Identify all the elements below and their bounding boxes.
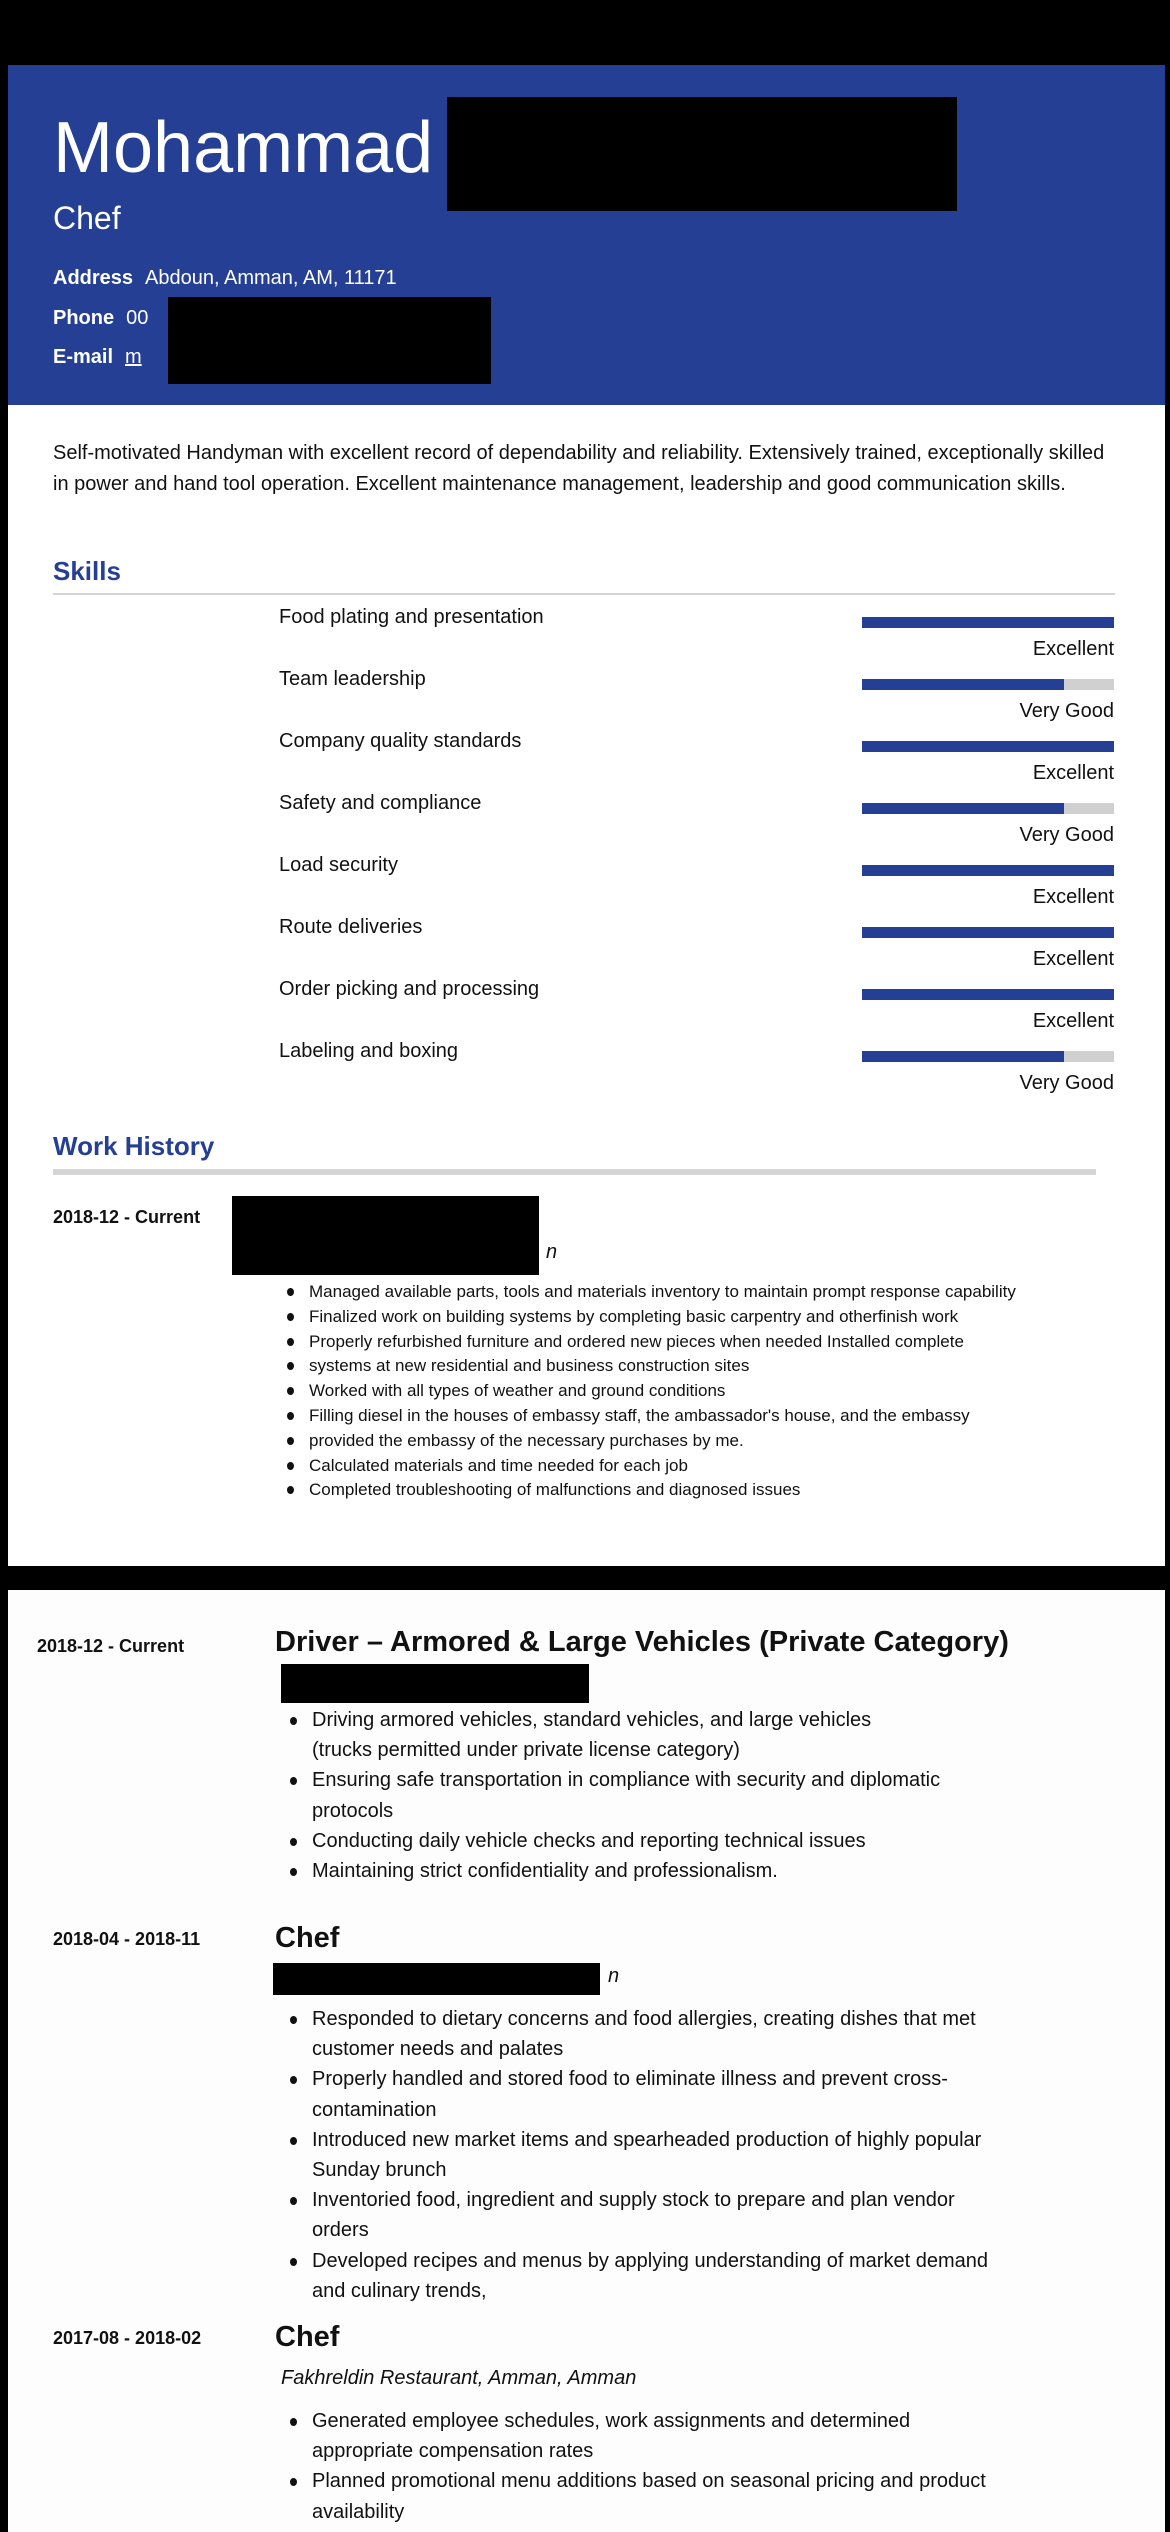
skill-level-bar xyxy=(862,1051,1114,1062)
skill-name: Team leadership xyxy=(279,668,426,690)
list-item xyxy=(290,1765,940,1825)
job-bullets xyxy=(290,2406,986,2527)
skill-level-fill xyxy=(862,741,1114,752)
skill-name: Order picking and processing xyxy=(279,978,540,1000)
contact-address xyxy=(53,268,397,288)
email-link[interactable]: m xyxy=(125,346,142,368)
skill-level-label: Excellent xyxy=(1032,638,1114,660)
bullet-line: Generated employee schedules, work assignments and determined xyxy=(312,2410,911,2432)
bullet-line: Conducting daily vehicle checks and reporting technical issues xyxy=(312,1829,866,1852)
redaction-contact xyxy=(168,297,491,384)
bullet-line: Inventoried food, ingredient and supply stock to prepare and plan vendor xyxy=(312,2189,955,2212)
skill-level-label: Excellent xyxy=(1032,762,1114,784)
bullet-line: appropriate compensation rates xyxy=(312,2440,594,2463)
skill-level-bar xyxy=(862,741,1114,752)
bullet-line: provided the embassy of the necessary purchases by me. xyxy=(309,1430,744,1450)
job-bullets xyxy=(287,1280,1016,1503)
work-history-heading: Work History xyxy=(53,1131,215,1161)
job-date: 2018-12 - Current xyxy=(37,1636,185,1656)
contact-value: Abdoun, Amman, AM, 11171 xyxy=(145,267,397,289)
skill-level-label: Very Good xyxy=(1019,824,1114,846)
bullet-line: customer needs and palates xyxy=(312,2038,564,2061)
list-item xyxy=(290,1705,940,1765)
list-item xyxy=(290,2064,988,2124)
list-item xyxy=(290,1826,940,1856)
skill-level-bar xyxy=(862,617,1114,628)
list-item xyxy=(287,1305,1016,1330)
bullet-line: Properly handled and stored food to eliminate illness and prevent cross- xyxy=(312,2068,948,2091)
job-bullets xyxy=(290,1705,940,1886)
bullet-line: Driving armored vehicles, standard vehicles, and large vehicles xyxy=(312,1709,872,1731)
bullet-line: availability xyxy=(312,2500,405,2523)
bullet-line: Filling diesel in the houses of embassy staff, the ambassador's house, and the embassy xyxy=(309,1405,970,1425)
skill-level-label: Excellent xyxy=(1032,1010,1114,1032)
list-item xyxy=(287,1330,1016,1355)
job-title: Chef xyxy=(275,2321,340,2353)
list-item xyxy=(290,2125,988,2185)
contact-label: Address xyxy=(53,267,134,289)
list-item xyxy=(287,1280,1016,1305)
list-item xyxy=(287,1354,1016,1379)
skill-name: Labeling and boxing xyxy=(279,1040,459,1062)
skill-level-fill xyxy=(862,1051,1064,1062)
candidate-name: Mohammad xyxy=(53,108,434,188)
skills-heading: Skills xyxy=(53,556,121,586)
skills-divider xyxy=(53,593,1115,595)
list-item xyxy=(287,1478,1016,1503)
job-date: 2018-04 - 2018-11 xyxy=(53,1929,201,1949)
list-item xyxy=(287,1379,1016,1404)
job-title: Chef xyxy=(275,1922,340,1954)
skill-level-fill xyxy=(862,803,1064,814)
bullet-line: Sunday brunch xyxy=(312,2159,447,2182)
skill-level-label: Excellent xyxy=(1032,948,1114,970)
job-date: 2018-12 - Current xyxy=(53,1207,201,1227)
bullet-line: Completed troubleshooting of malfunctions and diagnosed issues xyxy=(309,1480,801,1500)
skill-level-label: Very Good xyxy=(1019,700,1114,722)
work-history-divider xyxy=(53,1169,1096,1175)
skill-name: Company quality standards xyxy=(279,730,522,752)
skill-name: Load security xyxy=(279,854,398,876)
bullet-line: Responded to dietary concerns and food allergies, creating dishes that met xyxy=(312,2008,976,2030)
list-item xyxy=(287,1404,1016,1429)
contact-value: 00 xyxy=(126,307,149,329)
bullet-line: Calculated materials and time needed for each job xyxy=(309,1455,688,1475)
skill-name: Safety and compliance xyxy=(279,792,482,814)
redaction-company xyxy=(281,1664,589,1703)
contact-label: Phone xyxy=(53,307,115,329)
skill-level-bar xyxy=(862,865,1114,876)
bullet-line: Planned promotional menu additions based on seasonal pricing and product xyxy=(312,2470,986,2493)
skill-level-fill xyxy=(862,927,1114,938)
bullet-line: protocols xyxy=(312,1799,394,1822)
list-item xyxy=(290,2004,988,2064)
bullet-line: contamination xyxy=(312,2098,437,2121)
contact-email xyxy=(53,347,142,367)
skill-level-bar xyxy=(862,803,1114,814)
bullet-line: Introduced new market items and spearheaded production of highly popular xyxy=(312,2128,982,2151)
job-company: n xyxy=(546,1241,558,1263)
list-item xyxy=(287,1429,1016,1454)
skill-level-fill xyxy=(862,989,1114,1000)
list-item xyxy=(290,2406,986,2466)
bullet-line: Finalized work on building systems by completing basic carpentry and otherfinish work xyxy=(309,1306,959,1326)
bullet-line: Worked with all types of weather and ground conditions xyxy=(309,1381,726,1401)
summary-text: Self-motivated Handyman with excellent record of dependability and reliability. Extensively trained, exceptionally skilled in power and hand tool operation. Excellent maintenance management, leadership and good communication skills. xyxy=(53,442,1105,495)
bullet-line: Maintaining strict confidentiality and professionalism. xyxy=(312,1860,778,1883)
candidate-title: Chef xyxy=(53,200,121,236)
skill-level-bar xyxy=(862,927,1114,938)
list-item xyxy=(287,1454,1016,1479)
bullet-line: Properly refurbished furniture and ordered new pieces when needed Installed complete xyxy=(309,1331,964,1351)
bullet-line: Managed available parts, tools and materials inventory to maintain prompt response capability xyxy=(309,1282,1016,1301)
skill-level-fill xyxy=(862,679,1064,690)
job-title: Driver – Armored & Large Vehicles (Private Category) xyxy=(275,1626,1009,1658)
bullet-line: and culinary trends, xyxy=(312,2279,487,2302)
job-company: n xyxy=(608,1965,620,1987)
skill-name: Route deliveries xyxy=(279,916,423,938)
bullet-line: Developed recipes and menus by applying understanding of market demand xyxy=(312,2249,988,2272)
skill-level-fill xyxy=(862,865,1114,876)
skill-level-bar xyxy=(862,679,1114,690)
job-company: Fakhreldin Restaurant, Amman, Amman xyxy=(281,2367,637,2389)
bullet-line: orders xyxy=(312,2219,369,2242)
skill-level-label: Very Good xyxy=(1019,1072,1114,1094)
skill-level-fill xyxy=(862,617,1114,628)
bullet-line: Ensuring safe transportation in compliance with security and diplomatic xyxy=(312,1769,941,1792)
contact-phone xyxy=(53,308,148,328)
job-bullets xyxy=(290,2004,988,2306)
list-item xyxy=(290,2185,988,2245)
list-item xyxy=(290,1856,940,1886)
skill-level-label: Excellent xyxy=(1032,886,1114,908)
list-item xyxy=(290,2246,988,2306)
skill-name: Food plating and presentation xyxy=(279,606,544,628)
contact-label: E-mail xyxy=(53,346,114,368)
job-date: 2017-08 - 2018-02 xyxy=(53,2328,202,2348)
skill-level-bar xyxy=(862,989,1114,1000)
redaction-job-title xyxy=(232,1196,539,1275)
list-item xyxy=(290,2466,986,2526)
bullet-line: (trucks permitted under private license category) xyxy=(312,1739,740,1762)
bullet-line: systems at new residential and business construction sites xyxy=(309,1356,750,1376)
redaction-surname xyxy=(447,97,957,211)
redaction-company xyxy=(273,1963,600,1995)
